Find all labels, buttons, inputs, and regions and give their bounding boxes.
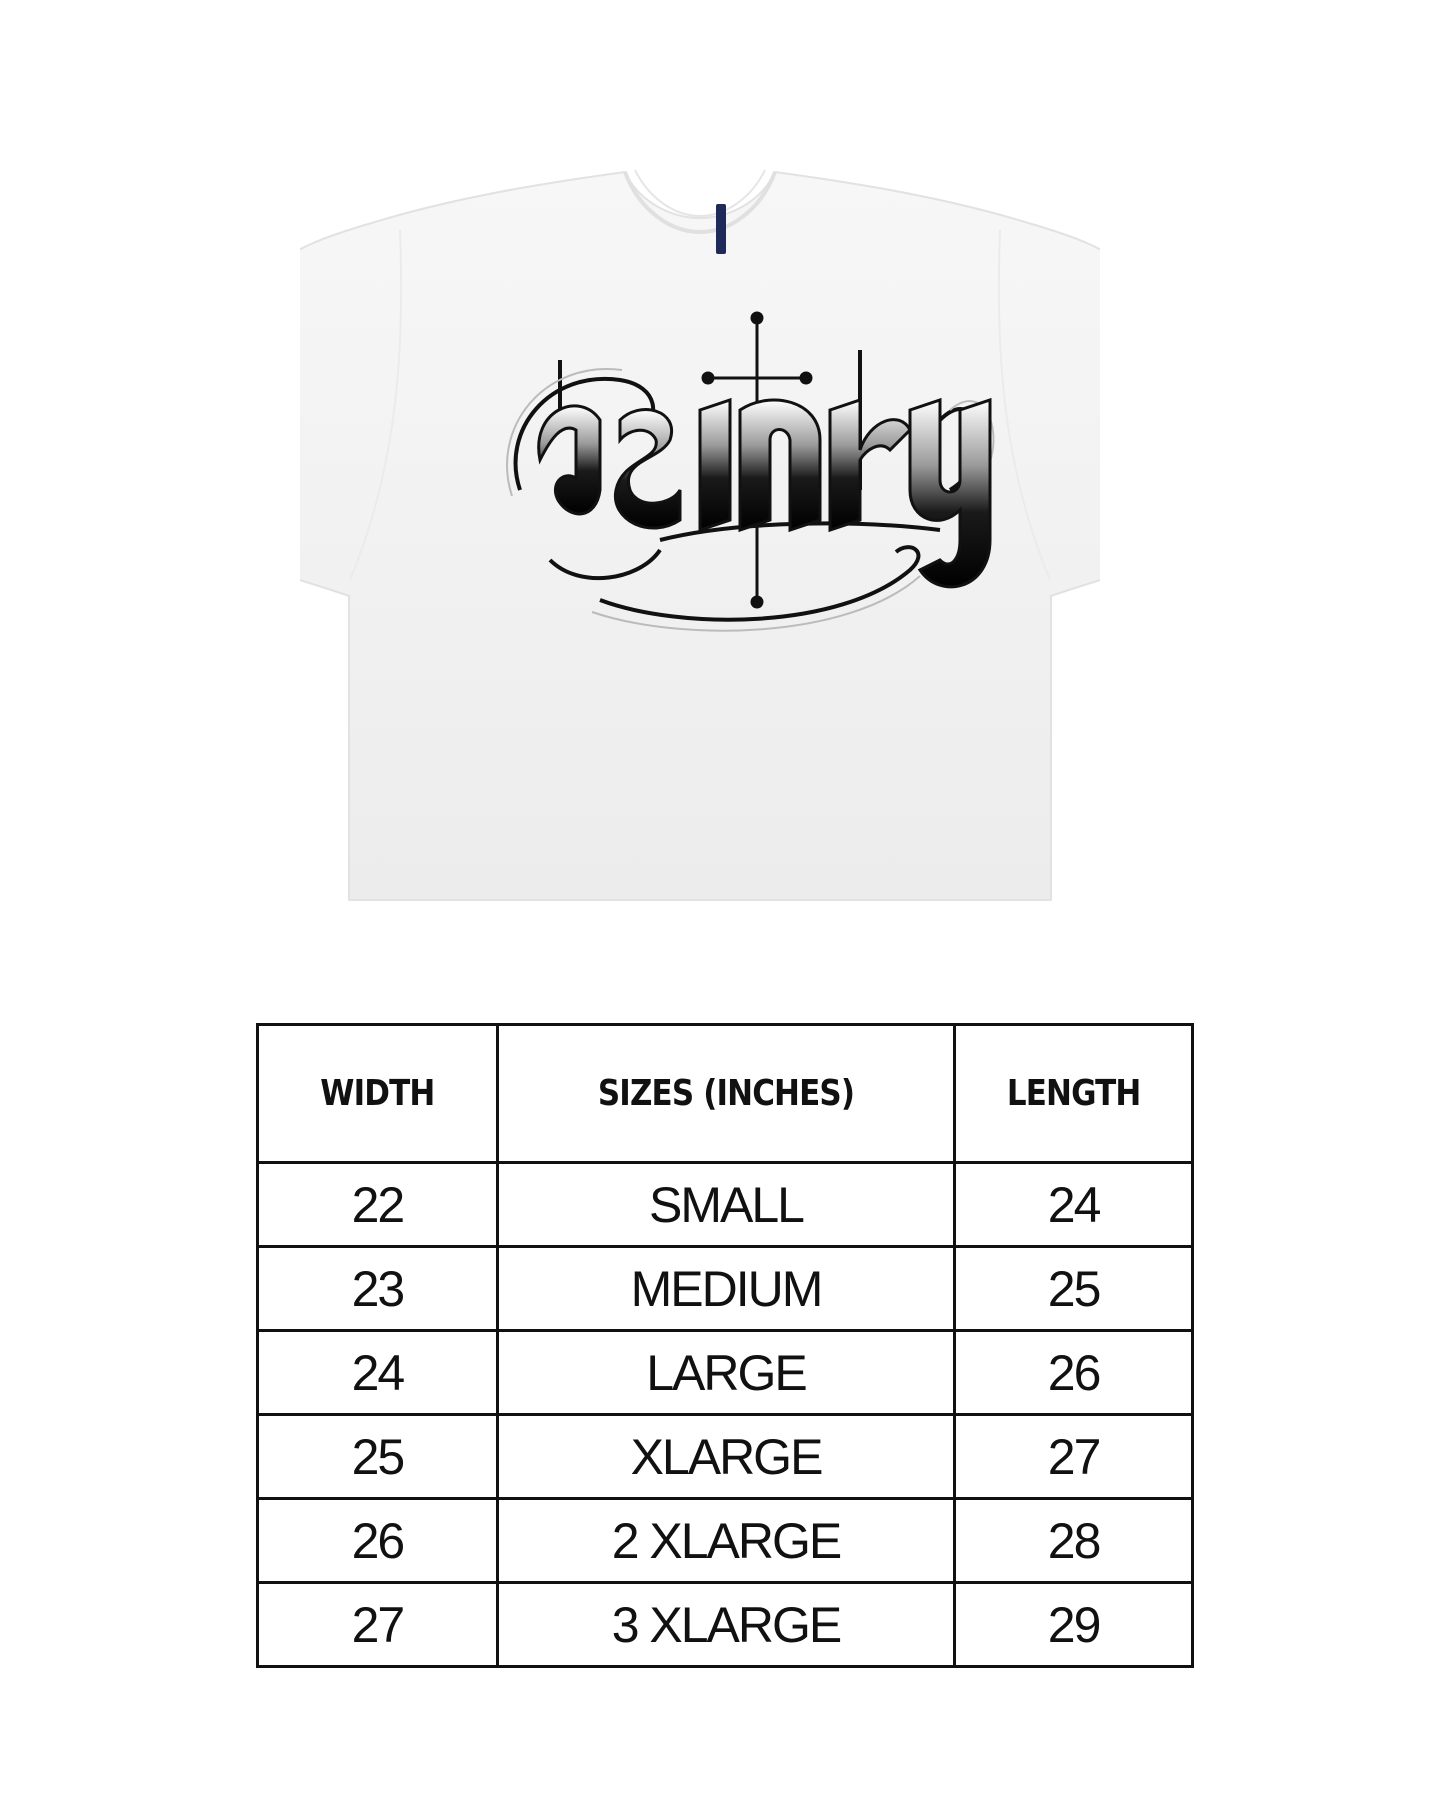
size-chart-header-row	[258, 1025, 1193, 1163]
header-width: WIDTH	[258, 1025, 498, 1163]
width-cell: 27	[258, 1583, 498, 1667]
size-cell: 3 XLARGE	[497, 1583, 954, 1667]
table-row	[258, 1583, 1193, 1667]
width-cell: 24	[258, 1331, 498, 1415]
size-cell: SMALL	[497, 1163, 954, 1247]
length-cell: 29	[955, 1583, 1193, 1667]
size-cell: 2 XLARGE	[497, 1499, 954, 1583]
size-cell: XLARGE	[497, 1415, 954, 1499]
table-row	[258, 1247, 1193, 1331]
neck-tag-icon	[716, 204, 726, 254]
table-row	[258, 1415, 1193, 1499]
header-sizes: SIZES (INCHES)	[497, 1025, 954, 1163]
length-cell: 26	[955, 1331, 1193, 1415]
width-cell: 23	[258, 1247, 498, 1331]
size-cell: LARGE	[497, 1331, 954, 1415]
table-row	[258, 1163, 1193, 1247]
length-cell: 28	[955, 1499, 1193, 1583]
table-row	[258, 1499, 1193, 1583]
length-cell: 27	[955, 1415, 1193, 1499]
width-cell: 26	[258, 1499, 498, 1583]
header-length: LENGTH	[955, 1025, 1193, 1163]
length-cell: 25	[955, 1247, 1193, 1331]
table-row	[258, 1331, 1193, 1415]
width-cell: 22	[258, 1163, 498, 1247]
length-cell: 24	[955, 1163, 1193, 1247]
size-chart-table	[256, 1023, 1194, 1668]
width-cell: 25	[258, 1415, 498, 1499]
size-cell: MEDIUM	[497, 1247, 954, 1331]
product-image	[300, 160, 1100, 920]
